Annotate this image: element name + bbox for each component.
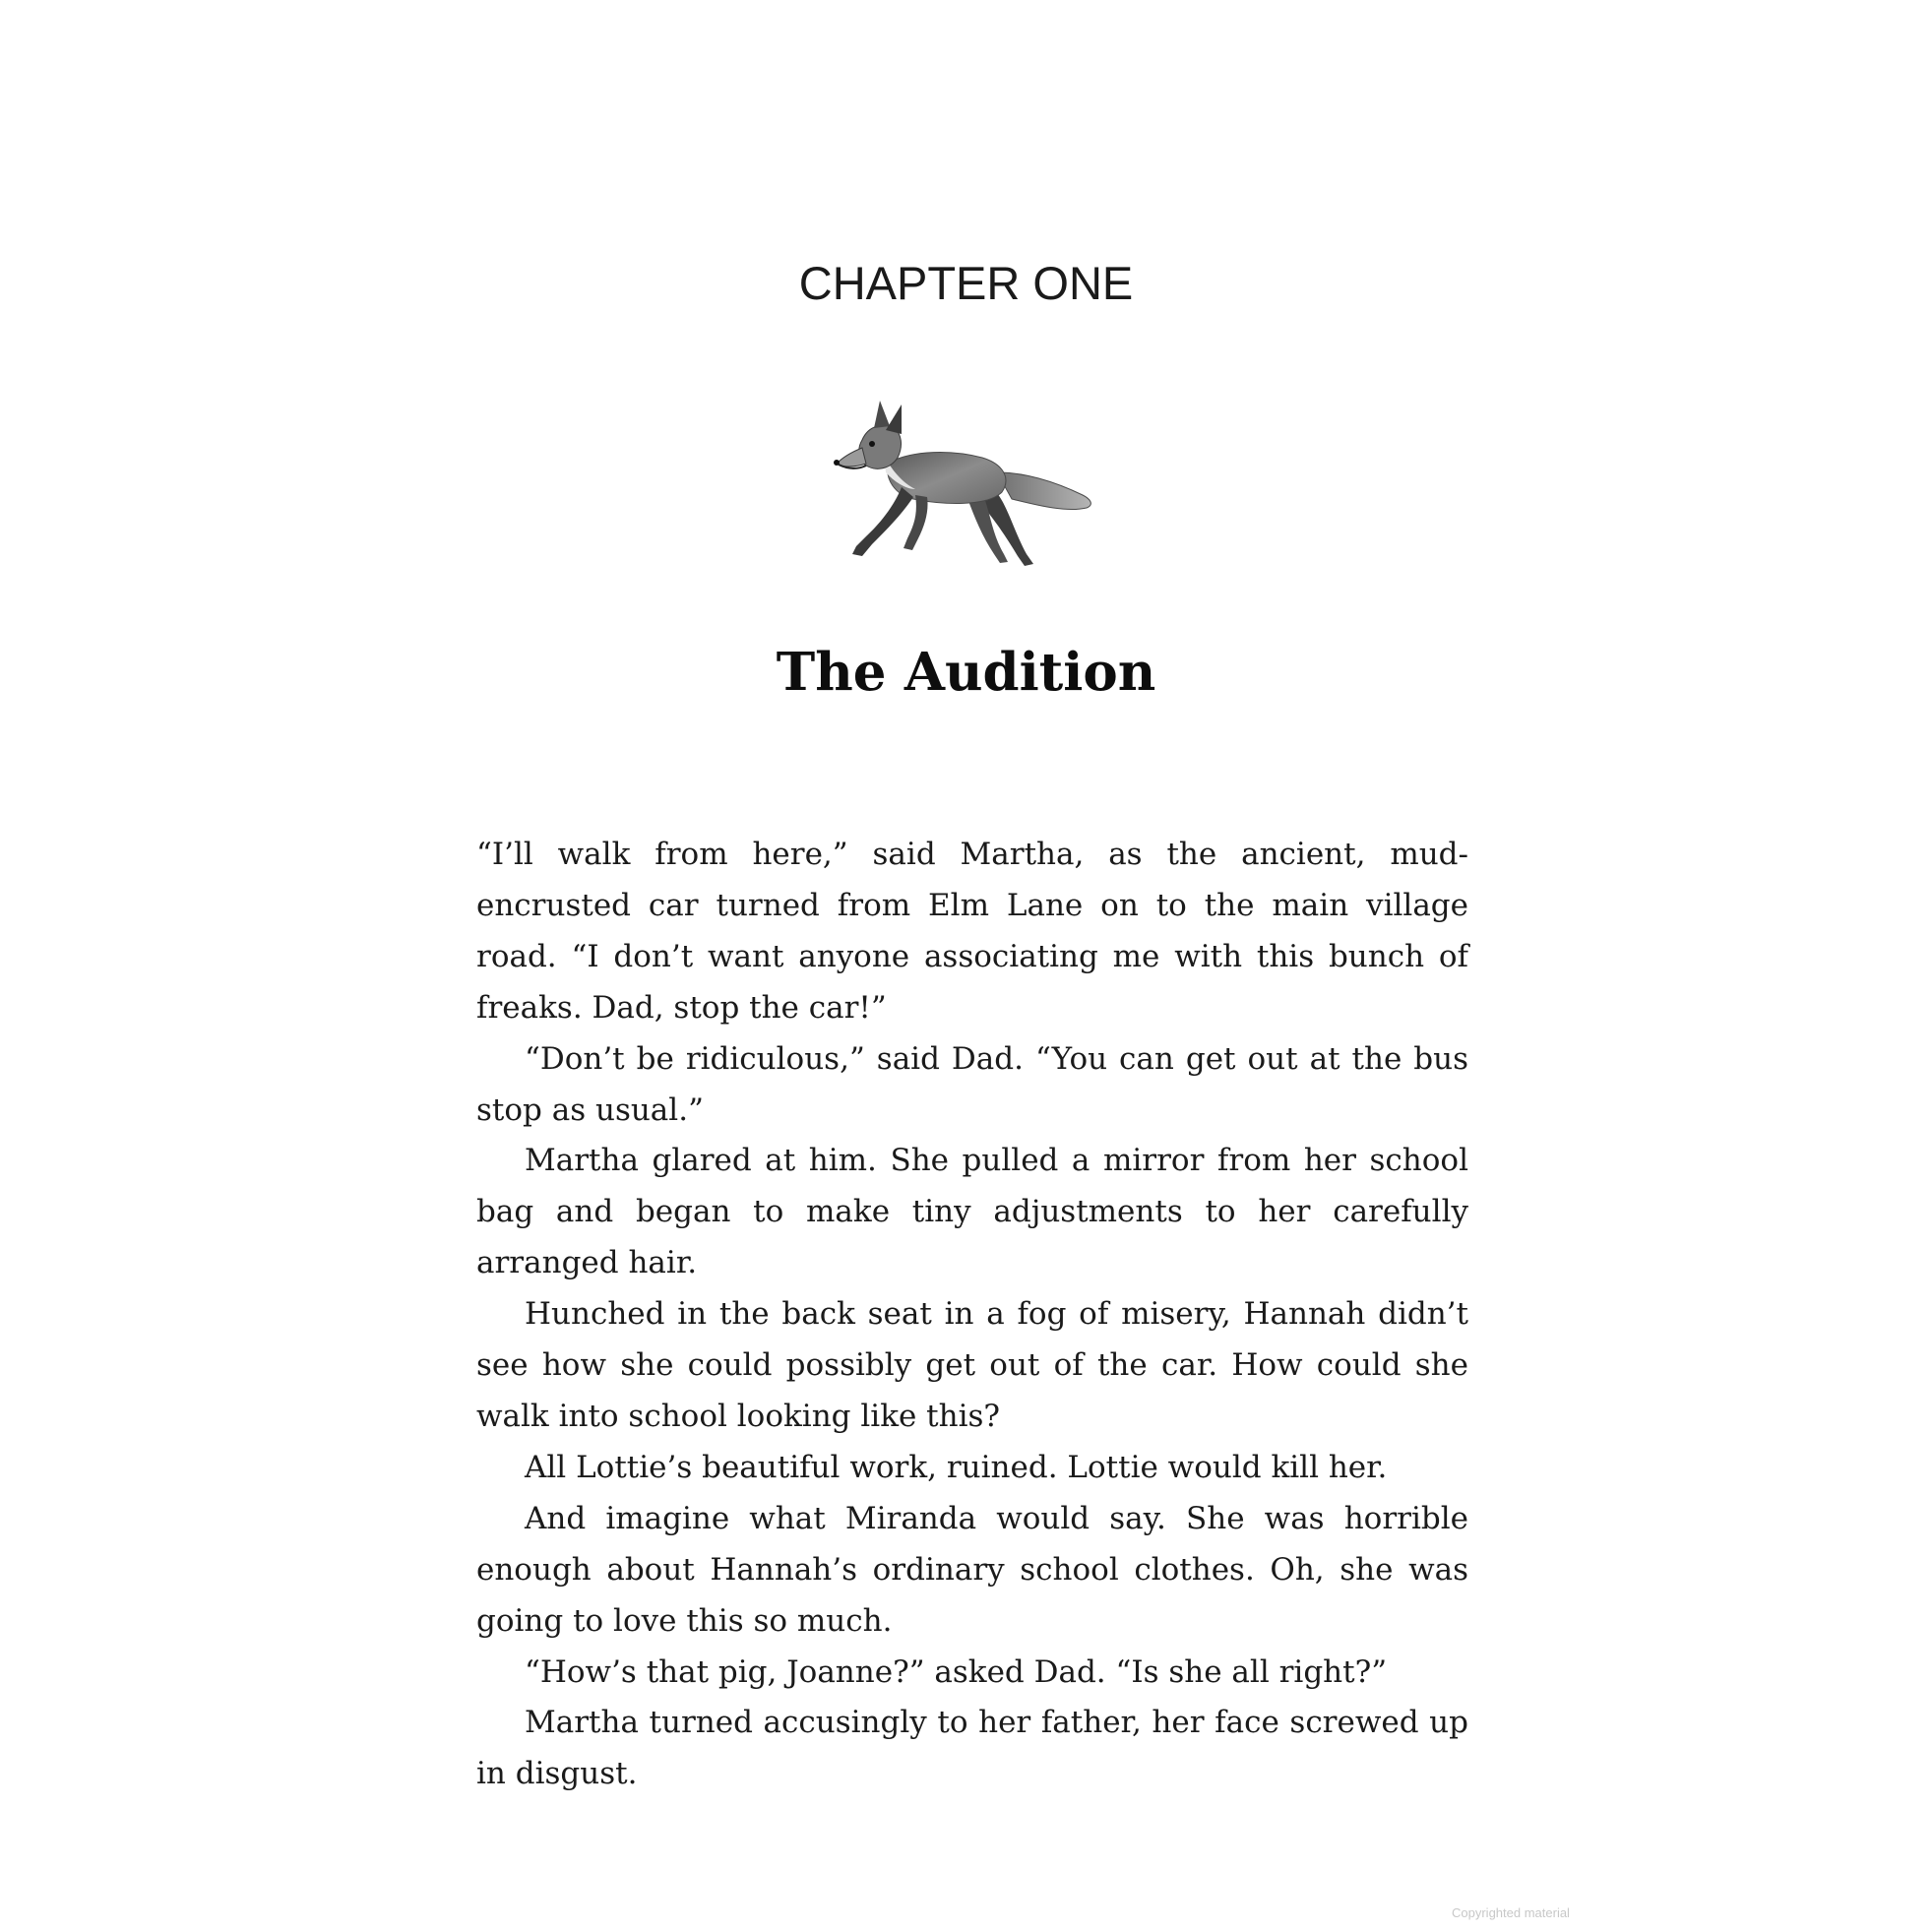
- chapter-title: The Audition: [776, 642, 1156, 703]
- paragraph: Martha turned accusingly to her father, her face screwed up in disgust.: [476, 1705, 1468, 1792]
- paragraph: “Don’t be ridiculous,” said Dad. “You can get out at the bus stop as usual.”: [476, 1040, 1468, 1128]
- paragraph: And imagine what Miranda would say. She was horrible enough about Hannah’s ordinary school clothes. Oh, she was going to love this so much.: [476, 1500, 1468, 1639]
- paragraph: Martha glared at him. She pulled a mirror from her school bag and began to make tiny adjustments to her carefully arranged hair.: [476, 1143, 1468, 1281]
- paragraph: “I’ll walk from here,” said Martha, as the ancient, mud-encrusted car turned from Elm Lane on to the main village road. “I don’t want anyone associating me with this bunch of freaks. Dad, stop the car!”: [476, 837, 1468, 1026]
- copyright-notice: Copyrighted material: [1452, 1905, 1570, 1920]
- fox-illustration: [825, 379, 1110, 576]
- paragraph: Hunched in the back seat in a fog of misery, Hannah didn’t see how she could possibly get out of the car. How could she walk into school looking like this?: [476, 1296, 1468, 1434]
- chapter-label: CHAPTER ONE: [798, 257, 1134, 309]
- paragraph: “How’s that pig, Joanne?” asked Dad. “Is she all right?”: [525, 1653, 1388, 1690]
- body-text: [476, 830, 1468, 1800]
- paragraph: All Lottie’s beautiful work, ruined. Lottie would kill her.: [525, 1449, 1388, 1485]
